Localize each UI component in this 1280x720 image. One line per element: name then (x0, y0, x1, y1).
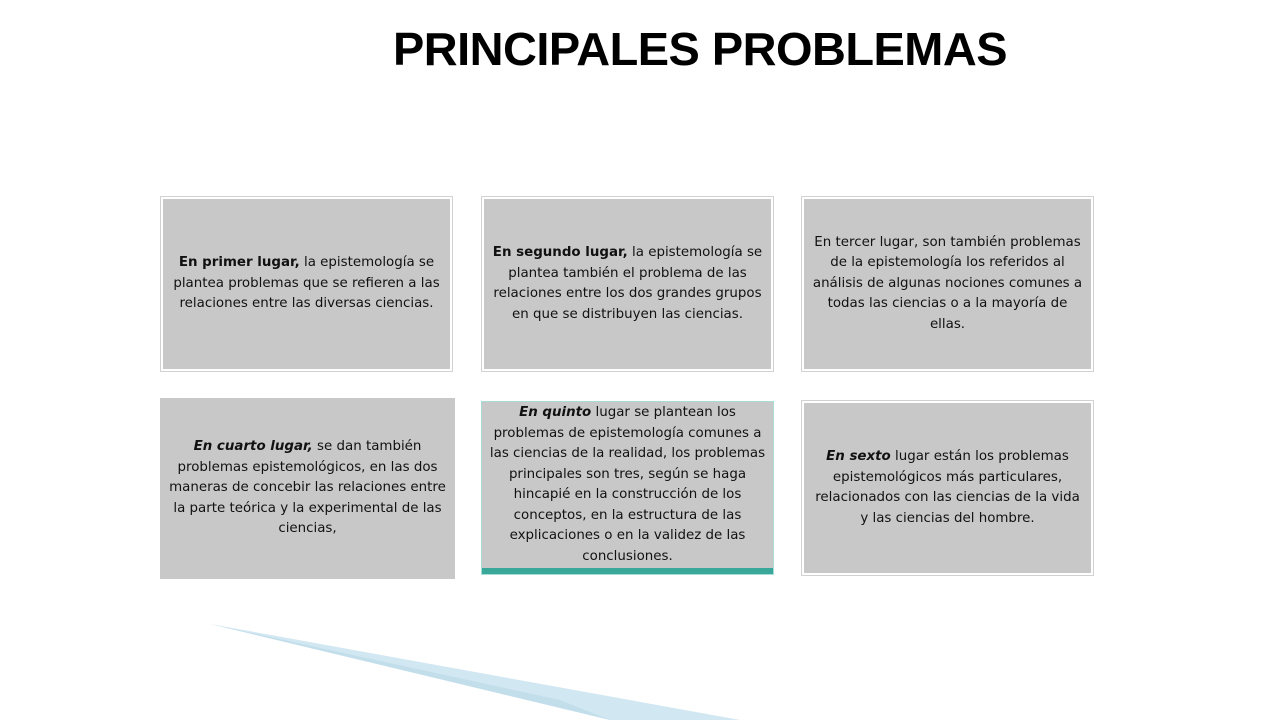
card-body: lugar se plantean los problemas de epistemología comunes a las ciencias de la realidad, los problemas principales son tres, según se haga hincapié en la construcción de los conceptos, en la estructura de las explicaciones o en la validez de las conclusiones. (489, 405, 766, 564)
card-sixth-place-text (810, 447, 1085, 529)
card-lead: En sexto (826, 449, 891, 464)
card-fifth-place (482, 402, 773, 574)
card-body: lugar están los problemas epistemológicos más particulares, relacionados con las ciencias de la vida y las ciencias del hombre. (815, 449, 1080, 526)
card-body: se dan también problemas epistemológicos, en las dos maneras de concebir las relaciones entre la parte teórica y la experimental de las ciencias, (169, 439, 446, 537)
card-first-place (161, 197, 452, 371)
card-lead: En cuarto lugar, (193, 439, 313, 455)
card-first-place-text (169, 253, 444, 315)
card-lead: En primer lugar, (178, 255, 300, 271)
card-lead: En quinto (519, 405, 592, 420)
card-body: la epistemología se plantea problemas que se refieren a las relaciones entre las diversas ciencias. (173, 255, 440, 312)
slide-title: PRINCIPALES PROBLEMAS (392, 23, 1008, 75)
card-second-place (482, 197, 773, 371)
card-body: la epistemología se plantea también el problema de las relaciones entre los dos grandes grupos en que se distribuyen las ciencias. (493, 245, 763, 322)
card-fourth-place (160, 398, 455, 579)
card-third-place-text (810, 233, 1085, 336)
card-fifth-place-text (488, 403, 767, 567)
card-sixth-place (802, 401, 1093, 575)
card-body: En tercer lugar, son también problemas de la epistemología los referidos al análisis de algunas nociones comunes a todas las ciencias o a la mayoría de ellas. (812, 234, 1083, 332)
card-fourth-place-text (166, 437, 449, 540)
card-lead: En segundo lugar, (492, 245, 628, 260)
card-third-place (802, 197, 1093, 371)
card-second-place-text (490, 243, 765, 325)
